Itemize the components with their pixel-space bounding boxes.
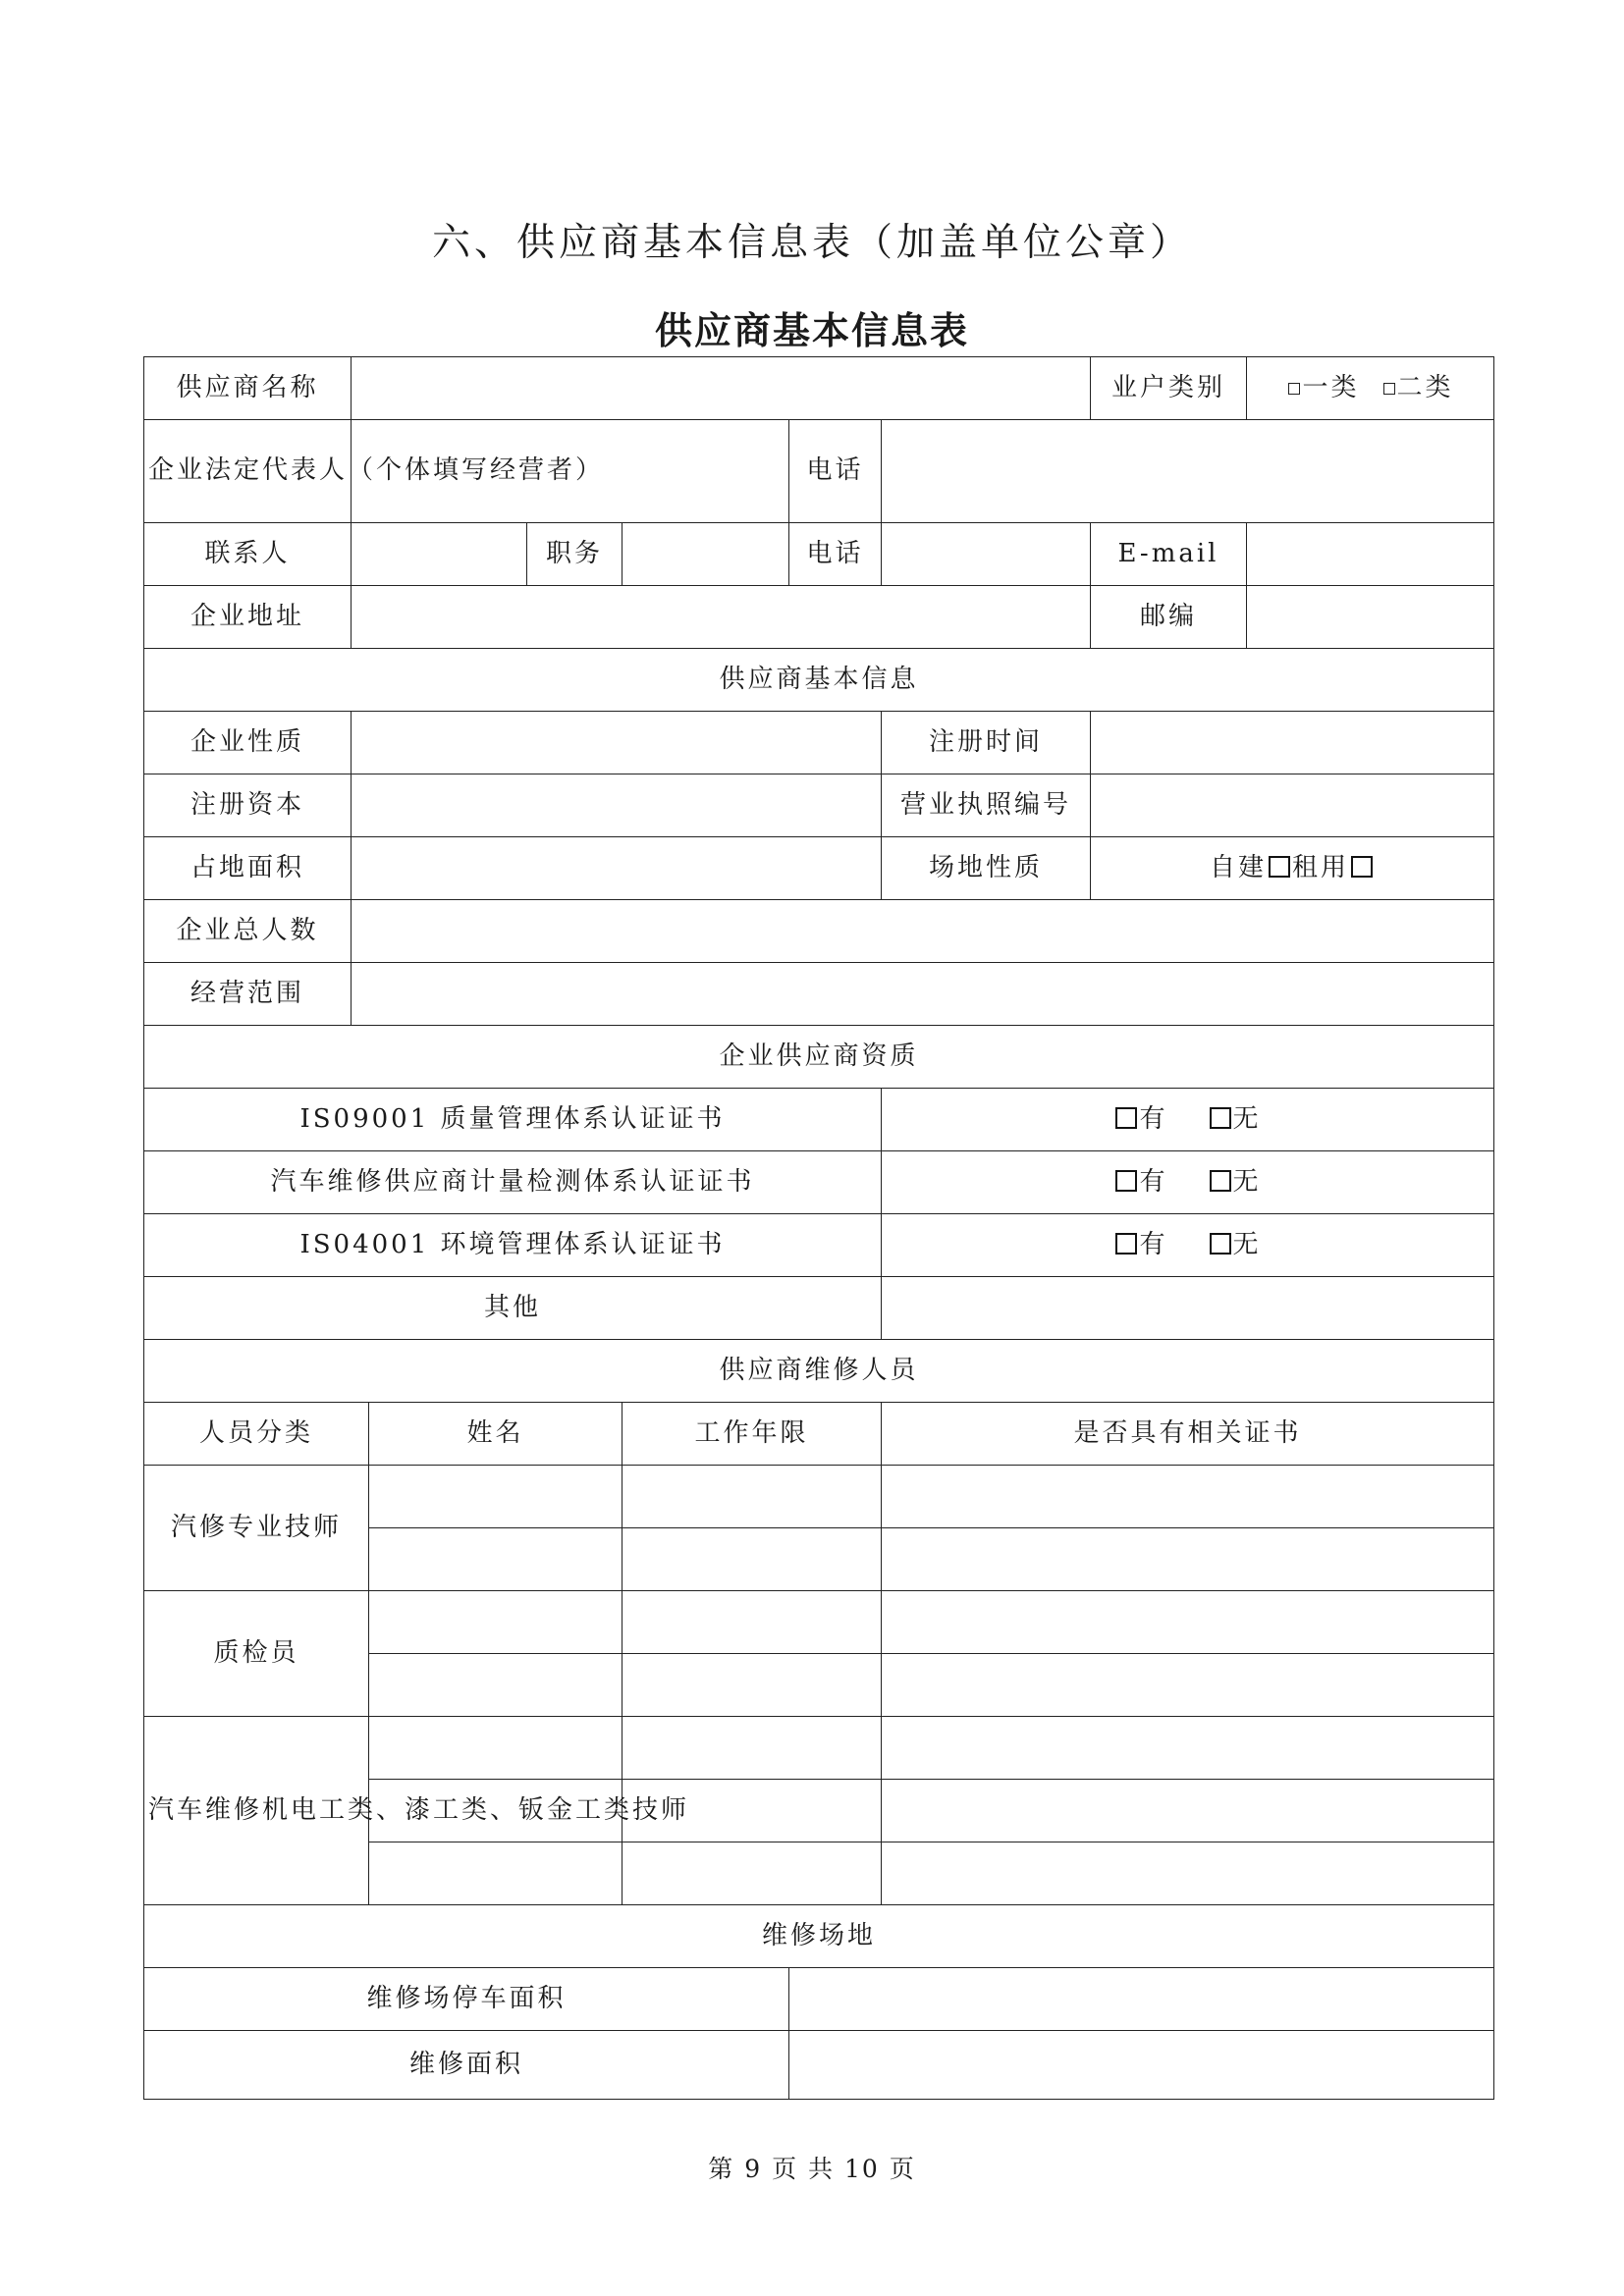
table-row bbox=[144, 1403, 1494, 1466]
site-rented-label: 租用 bbox=[1292, 852, 1350, 882]
table-row bbox=[144, 1591, 1494, 1654]
qualification-yes-no bbox=[882, 1151, 1494, 1214]
position-field[interactable] bbox=[623, 523, 789, 586]
table-row bbox=[144, 649, 1494, 712]
col-header-category: 人员分类 bbox=[144, 1403, 369, 1466]
staff-field[interactable] bbox=[352, 900, 1494, 963]
table-row bbox=[144, 837, 1494, 900]
personnel-name-field[interactable] bbox=[369, 1591, 623, 1654]
personnel-cert-field[interactable] bbox=[882, 1591, 1494, 1654]
license-label: 营业执照编号 bbox=[882, 774, 1091, 837]
email-field[interactable] bbox=[1247, 523, 1494, 586]
table-row bbox=[144, 586, 1494, 649]
postcode-label: 邮编 bbox=[1091, 586, 1247, 649]
site-nature-options bbox=[1091, 837, 1494, 900]
legal-rep-phone-field[interactable] bbox=[882, 420, 1494, 523]
table-row bbox=[144, 1277, 1494, 1340]
qualification-other-field[interactable] bbox=[882, 1277, 1494, 1340]
qual-yes-label: 有 bbox=[1139, 1166, 1168, 1197]
personnel-years-field[interactable] bbox=[623, 1528, 882, 1591]
table-row bbox=[144, 963, 1494, 1026]
site-self-built-label: 自建 bbox=[1209, 852, 1267, 882]
repair-area-field[interactable] bbox=[789, 2031, 1494, 2100]
table-row bbox=[144, 900, 1494, 963]
site-nature-label: 场地性质 bbox=[882, 837, 1091, 900]
category-class2-checkbox[interactable] bbox=[1383, 383, 1395, 395]
supplier-name-label: 供应商名称 bbox=[144, 357, 352, 420]
personnel-section-header: 供应商维修人员 bbox=[144, 1340, 1494, 1403]
reg-capital-field[interactable] bbox=[352, 774, 882, 837]
category-class2-label: 二类 bbox=[1396, 372, 1454, 402]
qual-yes-checkbox[interactable] bbox=[1115, 1233, 1137, 1255]
table-row bbox=[144, 1466, 1494, 1528]
table-row bbox=[144, 1026, 1494, 1089]
table-row bbox=[144, 1089, 1494, 1151]
site-section-header: 维修场地 bbox=[144, 1905, 1494, 1968]
qual-yes-checkbox[interactable] bbox=[1115, 1170, 1137, 1192]
category-options bbox=[1247, 357, 1494, 420]
qual-no-label: 无 bbox=[1232, 1229, 1262, 1259]
page-number: 第 9 页 共 10 页 bbox=[708, 2155, 916, 2183]
reg-time-field[interactable] bbox=[1091, 712, 1494, 774]
supplier-info-table bbox=[143, 356, 1494, 2100]
table-row bbox=[144, 1151, 1494, 1214]
nature-field[interactable] bbox=[352, 712, 882, 774]
table-row bbox=[144, 1340, 1494, 1403]
qual-no-checkbox[interactable] bbox=[1210, 1233, 1231, 1255]
qualification-yes-no bbox=[882, 1089, 1494, 1151]
personnel-name-field[interactable] bbox=[369, 1654, 623, 1717]
personnel-group-mechanic: 汽修专业技师 bbox=[144, 1466, 369, 1591]
email-label: E-mail bbox=[1091, 523, 1247, 586]
section-title: 六、供应商基本信息表（加盖单位公章） bbox=[431, 221, 1192, 265]
legal-rep-phone-label: 电话 bbox=[789, 420, 882, 523]
qual-yes-checkbox[interactable] bbox=[1115, 1107, 1137, 1129]
personnel-name-field[interactable] bbox=[369, 1466, 623, 1528]
personnel-name-field[interactable] bbox=[369, 1717, 623, 1780]
qualification-item: IS09001 质量管理体系认证证书 bbox=[144, 1089, 882, 1151]
address-field[interactable] bbox=[352, 586, 1091, 649]
qualification-other-label: 其他 bbox=[144, 1277, 882, 1340]
area-label: 占地面积 bbox=[144, 837, 352, 900]
license-field[interactable] bbox=[1091, 774, 1494, 837]
parking-area-field[interactable] bbox=[789, 1968, 1494, 2031]
qualification-section-header: 企业供应商资质 bbox=[144, 1026, 1494, 1089]
category-class1-label: 一类 bbox=[1302, 372, 1360, 402]
col-header-certificate: 是否具有相关证书 bbox=[882, 1403, 1494, 1466]
personnel-cert-field[interactable] bbox=[882, 1654, 1494, 1717]
legal-rep-label: 企业法定代表人（个体填写经营者） bbox=[144, 420, 352, 523]
personnel-cert-field[interactable] bbox=[882, 1528, 1494, 1591]
site-rented-checkbox[interactable] bbox=[1351, 856, 1373, 878]
personnel-name-field[interactable] bbox=[369, 1528, 623, 1591]
postcode-field[interactable] bbox=[1247, 586, 1494, 649]
qual-no-label: 无 bbox=[1232, 1103, 1262, 1134]
qual-no-label: 无 bbox=[1232, 1166, 1262, 1197]
scope-field[interactable] bbox=[352, 963, 1494, 1026]
contact-label: 联系人 bbox=[144, 523, 352, 586]
personnel-cert-field[interactable] bbox=[882, 1842, 1494, 1905]
category-label: 业户类别 bbox=[1091, 357, 1247, 420]
nature-label: 企业性质 bbox=[144, 712, 352, 774]
personnel-years-field[interactable] bbox=[623, 1591, 882, 1654]
qual-no-checkbox[interactable] bbox=[1210, 1107, 1231, 1129]
address-label: 企业地址 bbox=[144, 586, 352, 649]
personnel-cert-field[interactable] bbox=[882, 1780, 1494, 1842]
personnel-years-field[interactable] bbox=[623, 1717, 882, 1780]
parking-area-label: 维修场停车面积 bbox=[144, 1968, 789, 2031]
qual-yes-label: 有 bbox=[1139, 1229, 1168, 1259]
table-title: 供应商基本信息表 bbox=[654, 309, 969, 352]
contact-field[interactable] bbox=[352, 523, 527, 586]
personnel-name-field[interactable] bbox=[369, 1842, 623, 1905]
qualification-item: 汽车维修供应商计量检测体系认证证书 bbox=[144, 1151, 882, 1214]
personnel-group-inspector: 质检员 bbox=[144, 1591, 369, 1717]
basic-info-section-header: 供应商基本信息 bbox=[144, 649, 1494, 712]
table-row bbox=[144, 1968, 1494, 2031]
table-row bbox=[144, 774, 1494, 837]
table-row bbox=[144, 1214, 1494, 1277]
personnel-cert-field[interactable] bbox=[882, 1466, 1494, 1528]
area-field[interactable] bbox=[352, 837, 882, 900]
supplier-name-field[interactable] bbox=[352, 357, 1091, 420]
qual-yes-label: 有 bbox=[1139, 1103, 1168, 1134]
personnel-years-field[interactable] bbox=[623, 1466, 882, 1528]
contact-phone-label: 电话 bbox=[789, 523, 882, 586]
table-row bbox=[144, 712, 1494, 774]
personnel-group-technicians: 汽车维修机电工类、漆工类、钣金工类技师 bbox=[144, 1717, 369, 1905]
table-row bbox=[144, 2031, 1494, 2100]
position-label: 职务 bbox=[527, 523, 623, 586]
table-row bbox=[144, 420, 1494, 523]
contact-phone-field[interactable] bbox=[882, 523, 1091, 586]
personnel-cert-field[interactable] bbox=[882, 1717, 1494, 1780]
table-row bbox=[144, 1905, 1494, 1968]
qual-no-checkbox[interactable] bbox=[1210, 1170, 1231, 1192]
personnel-years-field[interactable] bbox=[623, 1654, 882, 1717]
personnel-years-field[interactable] bbox=[623, 1842, 882, 1905]
table-row bbox=[144, 1717, 1494, 1780]
repair-area-label: 维修面积 bbox=[144, 2031, 789, 2100]
qualification-item: IS04001 环境管理体系认证证书 bbox=[144, 1214, 882, 1277]
reg-time-label: 注册时间 bbox=[882, 712, 1091, 774]
col-header-years: 工作年限 bbox=[623, 1403, 882, 1466]
scope-label: 经营范围 bbox=[144, 963, 352, 1026]
table-row bbox=[144, 523, 1494, 586]
staff-label: 企业总人数 bbox=[144, 900, 352, 963]
reg-capital-label: 注册资本 bbox=[144, 774, 352, 837]
category-class1-checkbox[interactable] bbox=[1288, 383, 1300, 395]
qualification-yes-no bbox=[882, 1214, 1494, 1277]
site-self-built-checkbox[interactable] bbox=[1269, 856, 1290, 878]
col-header-name: 姓名 bbox=[369, 1403, 623, 1466]
table-row bbox=[144, 357, 1494, 420]
